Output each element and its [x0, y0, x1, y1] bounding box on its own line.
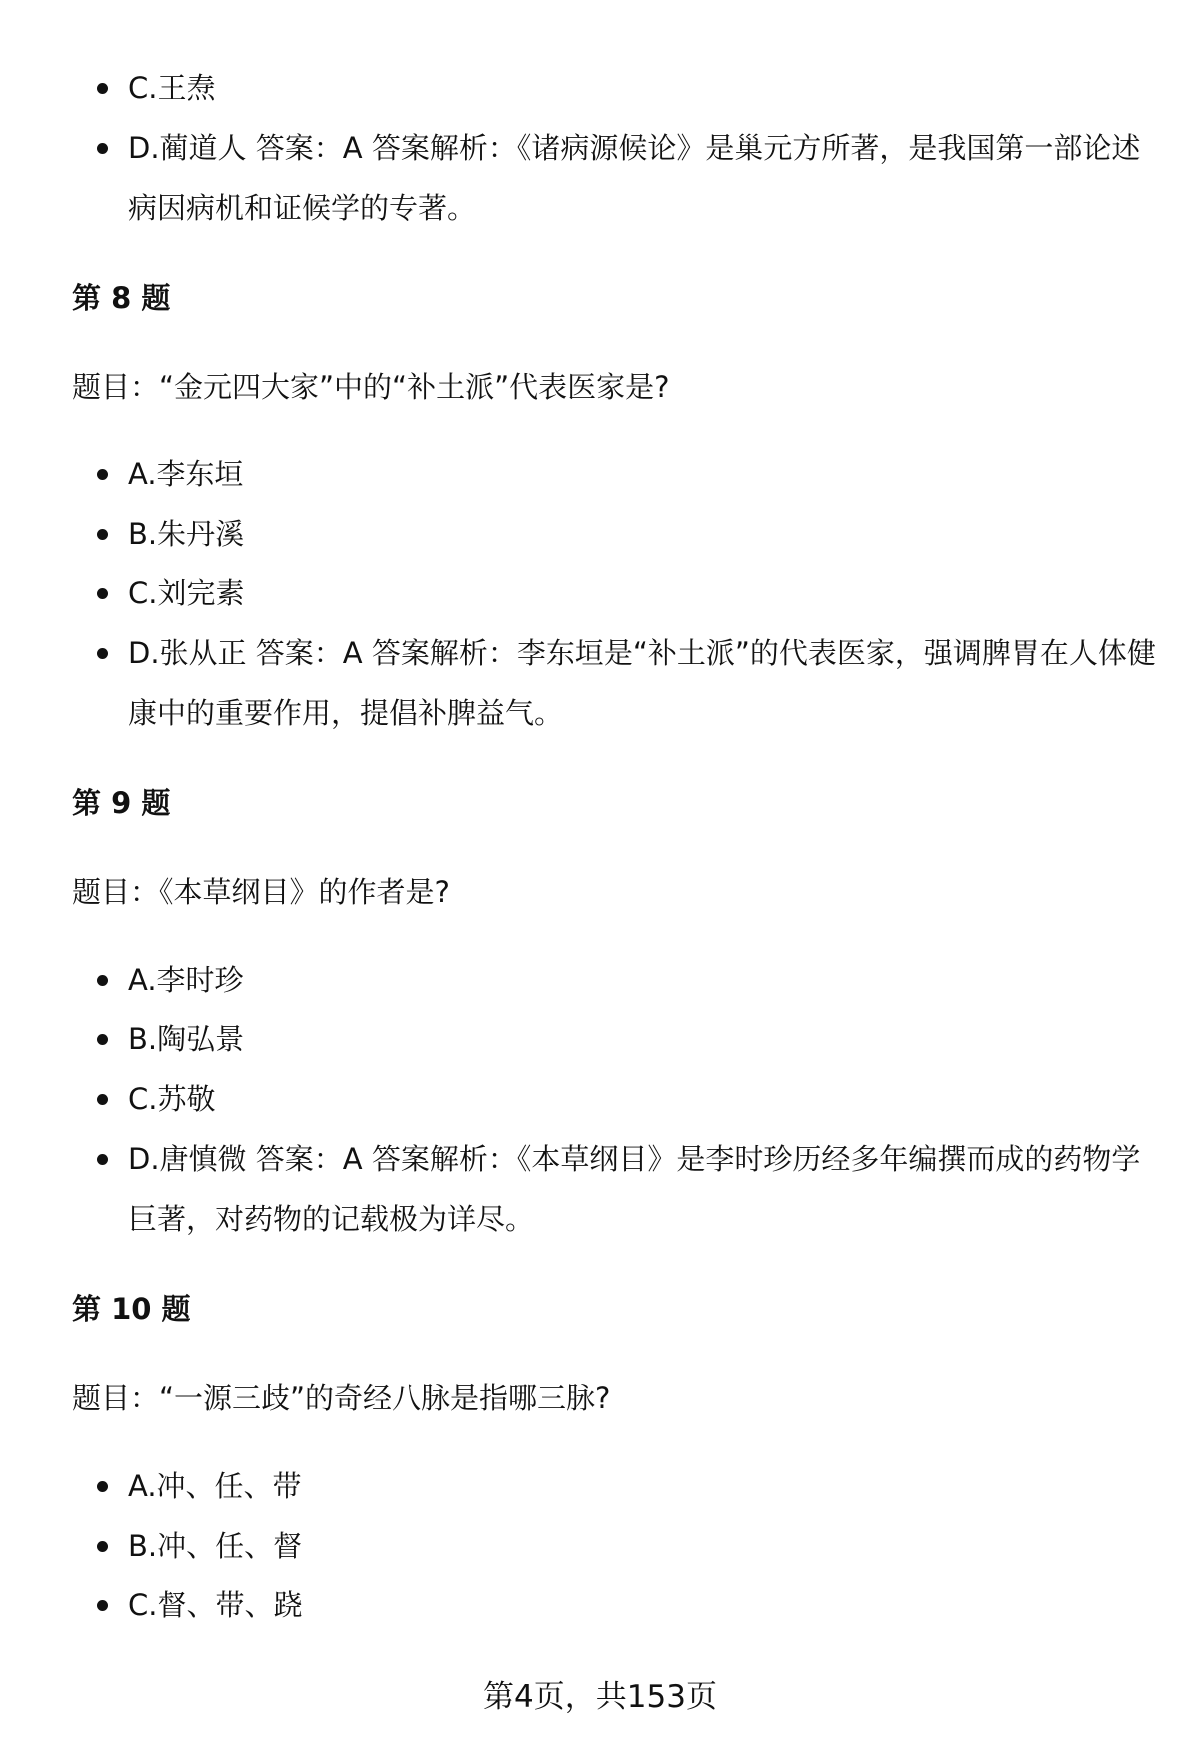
- question-prompt: 题目：《本草纲目》的作者是?: [72, 875, 450, 909]
- bullet-icon: [97, 83, 108, 94]
- option-text: A.李时珍: [128, 963, 244, 997]
- bullet-icon: [97, 1600, 108, 1611]
- bullet-icon: [97, 975, 108, 986]
- bullet-icon: [97, 1094, 108, 1105]
- bullet-icon: [97, 588, 108, 599]
- option-text: B.朱丹溪: [128, 517, 245, 551]
- question-heading: 第 10 题: [72, 1292, 191, 1326]
- question-heading: 第 9 题: [72, 786, 171, 820]
- option-text: C.督、带、跷: [128, 1588, 303, 1622]
- bullet-icon: [97, 1541, 108, 1552]
- bullet-icon: [97, 648, 108, 659]
- option-text: C.刘完素: [128, 576, 245, 610]
- bullet-icon: [97, 529, 108, 540]
- option-text: C.王焘: [128, 71, 216, 105]
- option-text: B.冲、任、督: [128, 1529, 303, 1563]
- option-text: C.苏敬: [128, 1082, 216, 1116]
- question-prompt: 题目：“一源三歧”的奇经八脉是指哪三脉?: [72, 1381, 611, 1415]
- question-heading: 第 8 题: [72, 281, 171, 315]
- option-text: B.陶弘景: [128, 1022, 245, 1056]
- option-text-with-answer: D.唐慎微 答案：A 答案解析：《本草纲目》是李时珍历经多年编撰而成的药物学巨著，对药物的记载极为详尽。: [128, 1142, 1141, 1236]
- bullet-icon: [97, 1481, 108, 1492]
- bullet-icon: [97, 143, 108, 154]
- bullet-icon: [97, 1154, 108, 1165]
- bullet-icon: [97, 1034, 108, 1045]
- option-text: A.李东垣: [128, 457, 244, 491]
- page-number-footer: 第4页，共153页: [483, 1679, 717, 1715]
- question-prompt: 题目：“金元四大家”中的“补土派”代表医家是?: [72, 370, 670, 404]
- option-text-with-answer: D.蔺道人 答案：A 答案解析：《诸病源候论》是巢元方所著，是我国第一部论述病因病机和证候学的专著。: [128, 131, 1141, 225]
- option-text-with-answer: D.张从正 答案：A 答案解析：李东垣是“补土派”的代表医家，强调脾胃在人体健康中的重要作用，提倡补脾益气。: [128, 636, 1156, 730]
- bullet-icon: [97, 469, 108, 480]
- option-text: A.冲、任、带: [128, 1469, 302, 1503]
